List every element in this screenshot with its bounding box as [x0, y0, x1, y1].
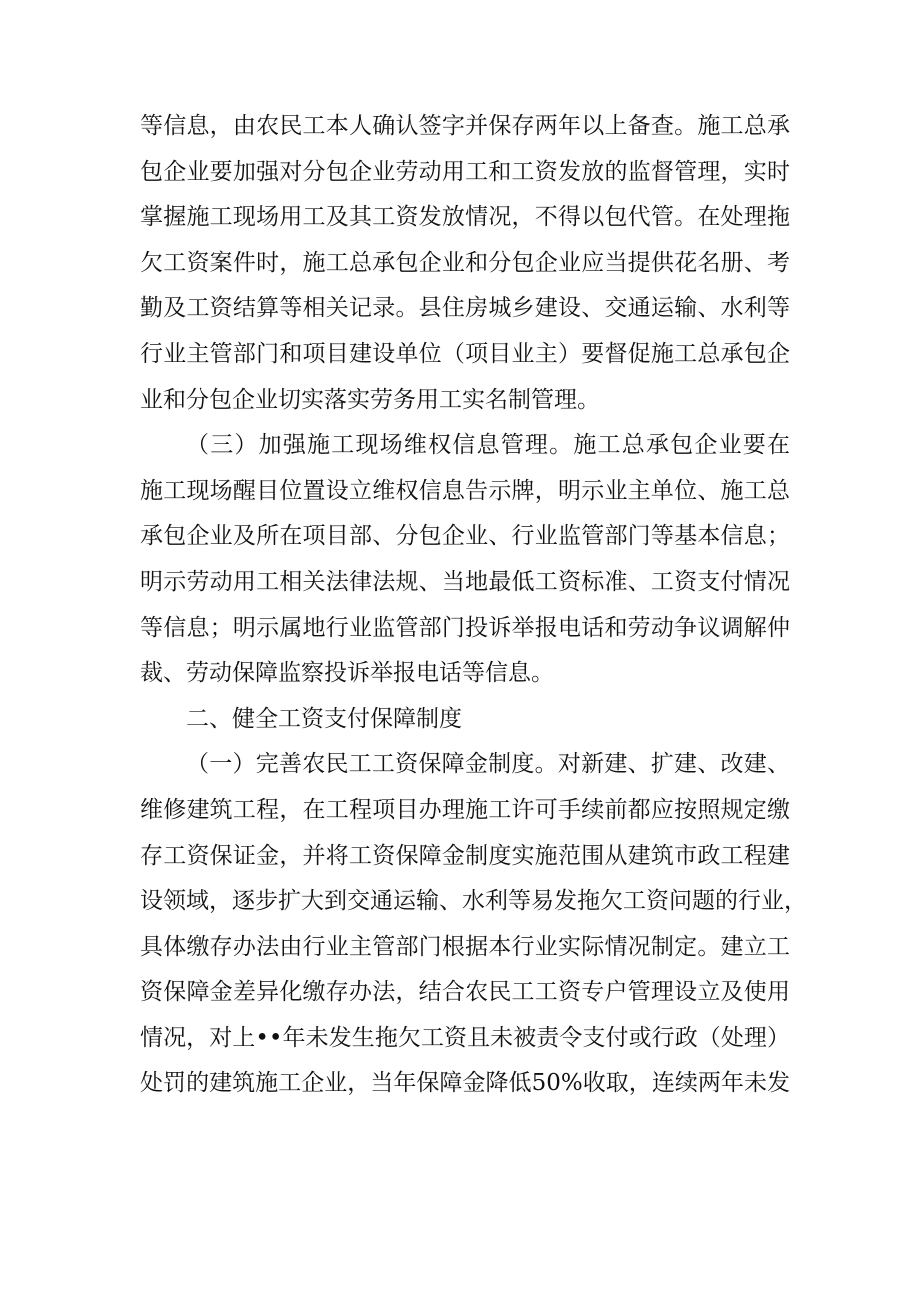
text-line: 情况，对上••年未发生拖欠工资且未被责令支付或行政（处理）	[140, 1024, 790, 1051]
text-line: 裁、劳动保障监察投诉举报电话等信息。	[140, 660, 554, 687]
text-line: 设领域，逐步扩大到交通运输、水利等易发拖欠工资问题的行业，	[140, 888, 807, 915]
text-line: 行业主管部门和项目建设单位（项目业主）要督促施工总承包企	[140, 340, 790, 367]
text-line: 业和分包企业切实落实劳务用工实名制管理。	[140, 386, 600, 413]
text-line: 明示劳动用工相关法律法规、当地最低工资标准、工资支付情况	[140, 568, 790, 595]
text-line: 处罚的建筑施工企业，当年保障金降低50%收取，连续两年未发	[140, 1070, 790, 1097]
text-line: 掌握施工现场用工及其工资发放情况，不得以包代管。在处理拖	[140, 204, 790, 231]
paragraph-p2	[140, 423, 790, 697]
text-line: 资保障金差异化缴存办法，结合农民工工资专户管理设立及使用	[140, 979, 790, 1006]
text-line: 维修建筑工程，在工程项目办理施工许可手续前都应按照规定缴	[140, 796, 790, 823]
text-line: （一）完善农民工工资保障金制度。对新建、扩建、改建、	[186, 751, 790, 778]
text-line: 等信息，由农民工本人确认签字并保存两年以上备查。施工总承	[140, 113, 790, 139]
text-line: 施工现场醒目位置设立维权信息告示牌，明示业主单位、施工总	[140, 477, 790, 504]
paragraph-p4	[140, 742, 807, 1107]
paragraph-p1	[140, 104, 790, 423]
text-line: 二、健全工资支付保障制度	[186, 705, 462, 732]
text-line: 具体缴存办法由行业主管部门根据本行业实际情况制定。建立工	[140, 933, 790, 960]
text-line: 欠工资案件时，施工总承包企业和分包企业应当提供花名册、考	[140, 249, 790, 276]
text-line: （三）加强施工现场维权信息管理。施工总承包企业要在	[186, 432, 790, 459]
document-body	[140, 104, 807, 1107]
paragraph-p3	[140, 697, 790, 743]
text-line: 包企业要加强对分包企业劳动用工和工资发放的监督管理，实时	[140, 158, 790, 185]
text-line: 存工资保证金，并将工资保障金制度实施范围从建筑市政工程建	[140, 842, 790, 869]
text-line: 等信息；明示属地行业监管部门投诉举报电话和劳动争议调解仲	[140, 614, 790, 641]
text-line: 承包企业及所在项目部、分包企业、行业监管部门等基本信息；	[140, 523, 790, 550]
text-line: 勤及工资结算等相关记录。县住房城乡建设、交通运输、水利等	[140, 295, 790, 322]
